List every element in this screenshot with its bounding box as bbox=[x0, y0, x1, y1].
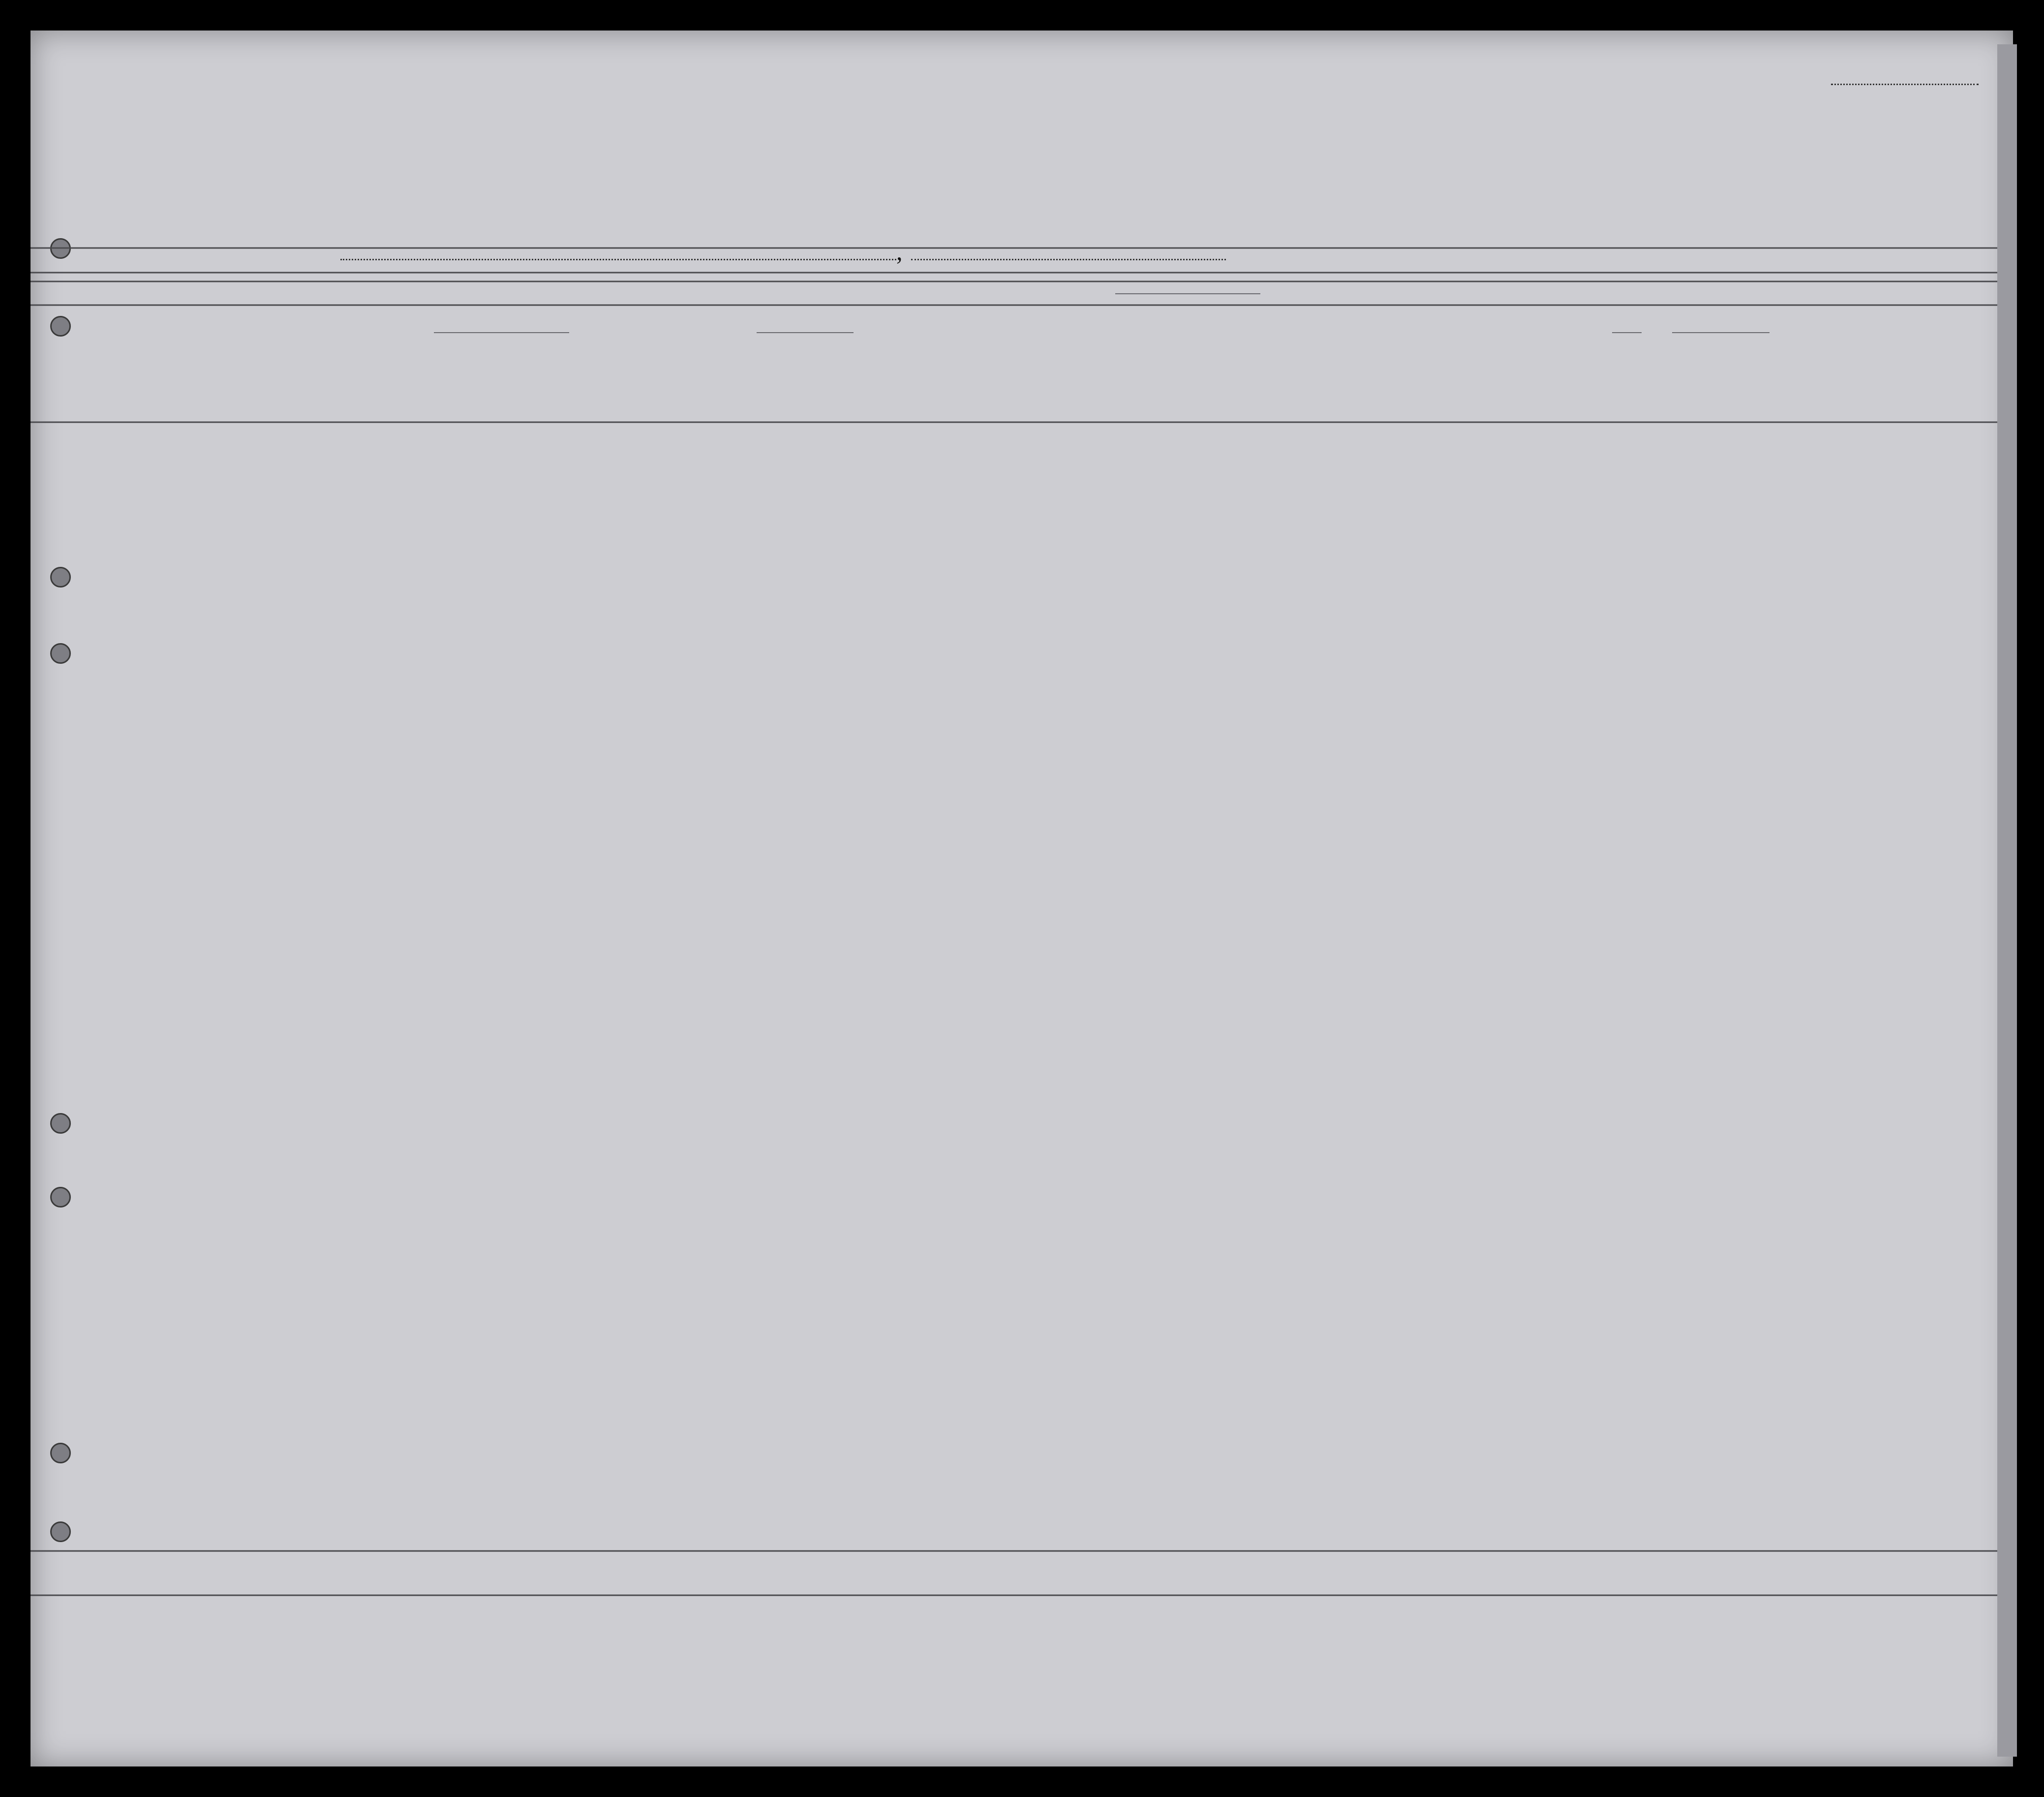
col-purpose-b bbox=[1177, 309, 1206, 419]
col-polygamist bbox=[1315, 309, 1330, 419]
sheet-edge bbox=[1997, 44, 2017, 1757]
col-ticket bbox=[574, 311, 604, 419]
comma: , bbox=[896, 238, 903, 265]
col-prison bbox=[1260, 309, 1290, 419]
col-deported bbox=[1428, 309, 1457, 419]
col-overthrow bbox=[1334, 309, 1376, 419]
col-purpose-a bbox=[1120, 309, 1164, 419]
col-money bbox=[712, 311, 746, 419]
col-anarchist bbox=[1295, 309, 1310, 419]
manifest-sheet bbox=[31, 31, 2013, 1766]
col-purpose-c bbox=[1226, 309, 1258, 419]
col-contract bbox=[1388, 309, 1423, 419]
manifest-grid bbox=[31, 31, 2013, 1766]
